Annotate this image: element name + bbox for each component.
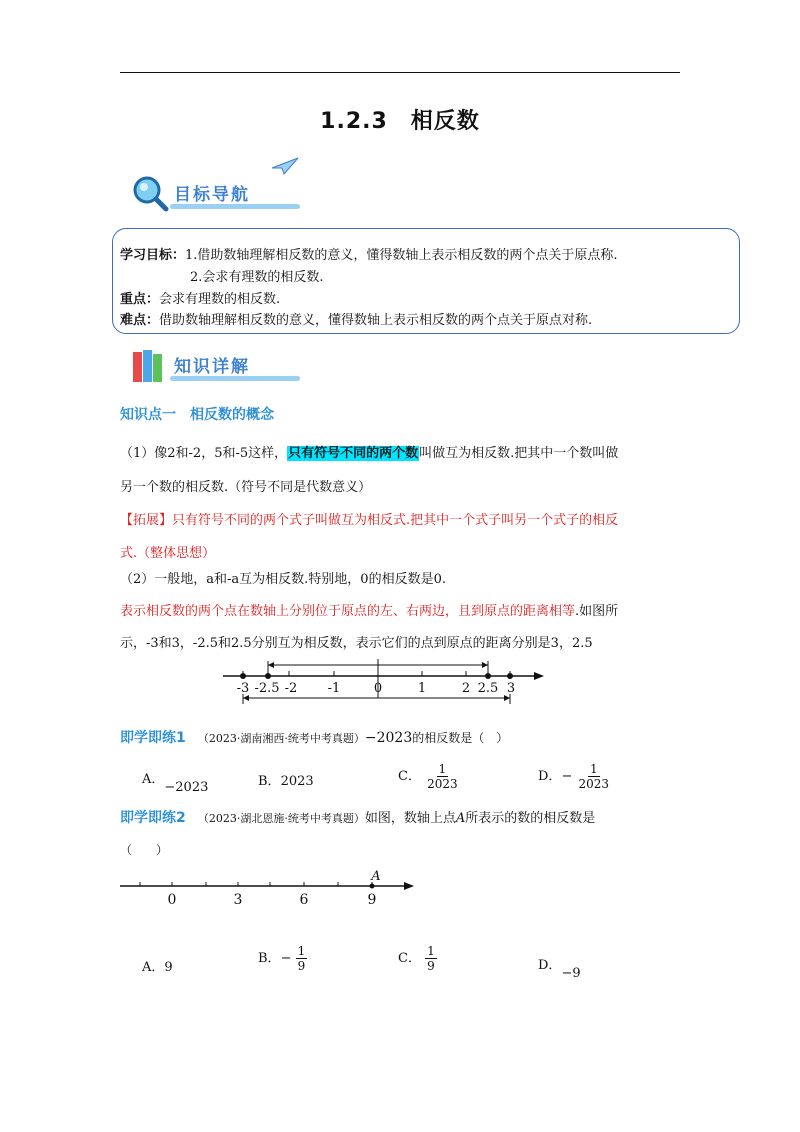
- fraction: [425, 762, 460, 791]
- difficult-text: 借助数轴理解相反数的意义，懂得数轴上表示相反数的两个点关于原点对称.: [159, 313, 593, 328]
- extension-line-1: 【拓展】只有符号不同的两个式子叫做互为相反式.把其中一个式子叫另一个式子的相反: [120, 513, 619, 528]
- books-icon: [130, 346, 170, 386]
- ex1-option-c[interactable]: [398, 762, 460, 791]
- axis-label: 2: [461, 681, 471, 696]
- para-1a: [120, 444, 618, 464]
- page-title: 1.2.3 相反数: [320, 109, 480, 134]
- numerator: 1: [427, 944, 435, 958]
- fraction: [296, 944, 308, 973]
- denominator: 2023: [427, 777, 458, 791]
- axis-label: 0: [167, 892, 177, 908]
- ex2-option-d[interactable]: [538, 954, 581, 981]
- ex2-option-a[interactable]: [142, 956, 173, 975]
- goal-line-difficult: [120, 311, 592, 331]
- axis-label: 2.5: [477, 681, 499, 696]
- goal-line-key: [120, 290, 280, 310]
- para-1a-tail: 叫做互为相反数.把其中一个数叫做: [419, 446, 619, 461]
- highlight-text: 只有符号不同的两个数: [288, 446, 419, 461]
- exercise-2-question: [120, 808, 595, 829]
- denominator: 2023: [578, 777, 610, 791]
- paper-plane-icon: [270, 156, 300, 176]
- para-1a-text: （1）像2和-2，5和-5这样，: [120, 446, 288, 461]
- option-label: B．: [258, 774, 281, 789]
- fraction: [425, 944, 437, 973]
- para-3b: 示，-3和3，-2.5和2.5分别互为相反数，表示它们的点到原点的距离分别是3，2.5: [120, 636, 593, 651]
- para-3-tail: .如图所: [575, 604, 619, 619]
- axis-label: -1: [327, 681, 341, 696]
- ex1-option-a[interactable]: [142, 768, 209, 795]
- magnifier-icon: [130, 174, 170, 214]
- numerator: 1: [438, 762, 447, 776]
- option-label: D．: [538, 958, 562, 973]
- numerator: 1: [297, 944, 306, 958]
- extension-line-2: 式.（整体思想）: [120, 546, 216, 561]
- exercise-2-text-b: 所表示的数的相反数是: [465, 811, 596, 826]
- axis-label: 9: [367, 892, 377, 908]
- ex1-option-b[interactable]: [258, 770, 314, 789]
- option-label: C．: [398, 769, 421, 784]
- exercise-1-tail: 的相反数是（ ）: [412, 731, 509, 745]
- goal-2: 2.会求有理数的相反数.: [190, 270, 324, 285]
- option-label: A．: [142, 772, 165, 787]
- axis-label: -3: [236, 681, 250, 696]
- exercise-1-expr: −2023: [364, 730, 413, 746]
- numerator: 1: [589, 762, 598, 776]
- axis-label: 3: [233, 892, 243, 908]
- para-2: （2）一般地，a和-a互为相反数.特别地，0的相反数是0.: [120, 572, 446, 587]
- fraction: [576, 762, 611, 791]
- para-3-red: 表示相反数的两个点在数轴上分别位于原点的左、右两边，且到原点的距离相等: [120, 604, 576, 619]
- option-label: D．: [538, 769, 562, 784]
- option-value: 9: [164, 960, 173, 975]
- option-label: A．: [142, 960, 165, 975]
- point-a-marker: A: [371, 869, 381, 884]
- option-label: C．: [398, 951, 421, 966]
- exercise-1-question: [120, 728, 508, 749]
- point-a-label: A: [455, 811, 466, 826]
- axis-label: -2: [284, 681, 298, 696]
- option-value: 2023: [280, 774, 314, 789]
- ex2-option-b[interactable]: [258, 944, 307, 973]
- section-heading: 知识点一 相反数的概念: [120, 407, 274, 423]
- denominator: 9: [427, 959, 435, 973]
- denominator: 9: [297, 959, 306, 973]
- number-line-exercise-2: [118, 864, 418, 910]
- option-label: B．: [258, 951, 281, 966]
- goal-banner-text: 目标导航: [174, 185, 250, 205]
- exercise-2-source: （2023·湖北恩施·统考中考真题）: [197, 812, 365, 825]
- knowledge-banner: [130, 346, 330, 386]
- axis-label: 6: [299, 892, 309, 908]
- ex2-option-c[interactable]: [398, 944, 437, 973]
- exercise-1-label: 即学即练1: [120, 730, 186, 746]
- difficult-label: 难点：: [120, 313, 160, 328]
- option-value: −2023: [164, 780, 209, 795]
- exercise-2-label: 即学即练2: [120, 810, 186, 826]
- axis-label: -2.5: [254, 681, 280, 696]
- para-1b: 另一个数的相反数.（符号不同是代数意义）: [120, 480, 372, 495]
- ex1-option-d[interactable]: [538, 762, 611, 791]
- header-rule: [120, 72, 680, 73]
- number-line-opposites: [218, 654, 548, 712]
- minus-sign: −: [280, 951, 292, 966]
- exercise-1-source: （2023·湖南湘西·统考中考真题）: [197, 732, 365, 745]
- goal-banner: [130, 174, 330, 214]
- para-3a: [120, 602, 618, 622]
- key-text: 会求有理数的相反数.: [159, 292, 281, 307]
- knowledge-banner-text: 知识详解: [174, 357, 250, 377]
- goal-1: 1.借助数轴理解相反数的意义，懂得数轴上表示相反数的两个点关于原点称.: [185, 248, 618, 263]
- goal-line-1: [120, 246, 618, 266]
- option-value: −9: [561, 966, 581, 981]
- axis-label: 1: [417, 681, 427, 696]
- exercise-2-paren: （ ）: [120, 843, 169, 857]
- axis-label: 3: [506, 681, 516, 696]
- exercise-2-text-a: 如图，数轴上点: [364, 811, 456, 826]
- minus-sign: −: [561, 769, 573, 784]
- axis-label: 0: [373, 681, 383, 696]
- goal-label: 学习目标：: [120, 248, 186, 263]
- key-label: 重点：: [120, 292, 160, 307]
